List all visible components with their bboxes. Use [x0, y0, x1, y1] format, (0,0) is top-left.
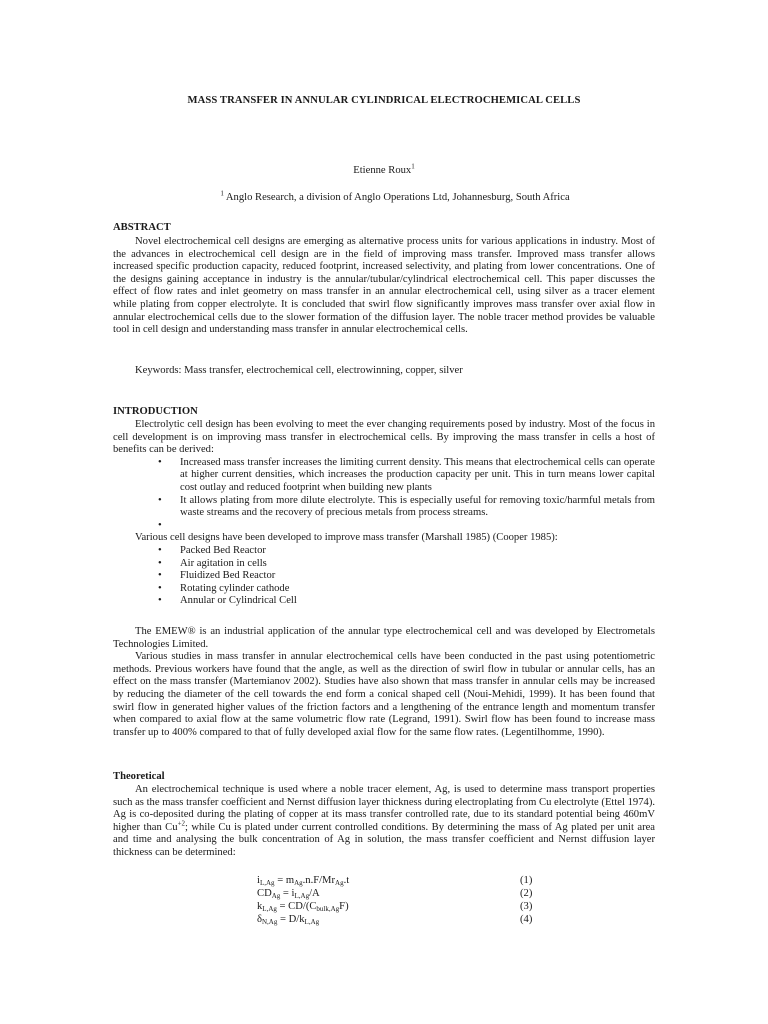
equation-expression: $\delta_{N,Ag} = D/k_{L,Ag}$ — [257, 914, 320, 926]
list-item — [113, 595, 655, 608]
list-item — [113, 495, 655, 520]
cu-charge-superscript: +2 — [177, 819, 186, 828]
bullet-icon: • — [158, 595, 162, 607]
bullet-icon: • — [158, 456, 162, 468]
list-item — [113, 457, 655, 495]
keywords-text: Keywords: Mass transfer, electrochemical cell, electrowinning, copper, silver — [135, 365, 463, 376]
list-item — [113, 558, 655, 571]
introduction-section — [113, 419, 655, 608]
abstract-text: Novel electrochemical cell designs are emerging as alternative process units for various applications in industry. Most of the advances in electrochemical cell design are in the field of improving mass transfer. Improved mass transfer allows increased specific production capacity, reduced footprint, increased selectivity, and plating from lower concentrations. One of the designs gaining acceptance in industry is the annular/tubular/cylindrical electrochemical cell. This paper discusses the effect of flow rates and inlet geometry on mass transfer in an annular electrochemical cell, using silver as a tracer element while plating from copper electrolyte. It is concluded that swirl flow significantly improves mass transfer over axial flow in annular electrochemical cells due to the slower formation of the diffusion layer. The noble tracer method provides be valuable tool in cell design and understanding mass transfer in annular electrochemical cells. — [113, 236, 655, 336]
author-line — [0, 162, 768, 178]
paper-title: MASS TRANSFER IN ANNULAR CYLINDRICAL ELECTROCHEMICAL CELLS — [187, 95, 581, 106]
introduction-paragraph: Various cell designs have been developed to improve mass transfer (Marshall 1985) (Cooper 1985): — [135, 532, 558, 544]
bullet-icon: • — [158, 544, 162, 556]
equation-expression: $k_{L,Ag} = CD/(C_{bulk,Ag}F)$ — [257, 901, 349, 913]
theoretical-paragraph — [113, 784, 655, 860]
author-superscript: 1 — [411, 162, 415, 171]
equation-4 — [257, 914, 537, 927]
theoretical-heading: Theoretical — [113, 771, 165, 782]
abstract-section — [113, 236, 655, 337]
equation-expression: $CD_{Ag} = i_{L,Ag}/A$ — [257, 888, 320, 900]
author-name: Etienne Roux — [353, 165, 412, 176]
equation-expression: $i_{L,Ag} = m_{Ag}.n.F/Mr_{Ag}.t$ — [257, 875, 350, 887]
equation-number: (1) — [520, 875, 533, 886]
list-item — [113, 545, 655, 558]
list-item-text: Annular or Cylindrical Cell — [180, 595, 297, 607]
theoretical-text: An electrochemical technique is used where a noble tracer element, Ag, is used to determine mass transport properties such as the mass transfer coefficient and Nernst diffusion layer thickness during electroplating from Cu electrolyte (Ettel 1974). Ag is co-deposited during the plating of copper at its mass transfer controlled rate, due to its standard potential being 460mV higher than Cu — [113, 784, 655, 833]
keywords-section — [113, 365, 655, 378]
affiliation-line — [0, 189, 768, 205]
abstract-heading: ABSTRACT — [113, 222, 171, 233]
emew-section — [113, 626, 655, 739]
equation-2 — [257, 888, 537, 901]
theoretical-section — [113, 784, 655, 860]
equation-1 — [257, 875, 537, 888]
introduction-paragraph: The EMEW® is an industrial application of the annular type electrochemical cell and was developed by Electrometals Technologies Limited. — [113, 626, 655, 650]
bullet-icon: • — [158, 519, 162, 531]
list-item — [113, 520, 655, 533]
list-item-text: Rotating cylinder cathode — [180, 582, 290, 594]
theoretical-text: ; while Cu is plated under current controlled conditions. By determining the mass of Ag plated per unit area and time and analysing the bulk concentration of Ag in solution, the mass transfer coefficient and Nernst diffusion layer thickness can be determined: — [113, 821, 656, 858]
introduction-paragraph: Various studies in mass transfer in annular electrochemical cells have been conducted in the past using potentiometric methods. Previous workers have found that the angle, as well as the direction of swirl flow in tubular or annular cells, has an effect on the mass transfer (Martemianov 2002). Studies have also shown that mass transfer in annular cells may be increased by reducing the diameter of the cell towards the end form a conical shaped cell (Noui-Mehidi, 1999). It has been found that swirl flow in generated higher values of the friction factors and a lengthening of the entrance length and momentum transfer when compared to axial flow at the same volumetric flow rate (Legrand, 1991). Swirl flow has been found to increase mass transfer up to 400% compared to that of fully developed axial flow for the same flow rates. (Legentilhomme, 1990). — [113, 651, 655, 738]
equation-number: (3) — [520, 901, 533, 912]
list-item-text: Air agitation in cells — [180, 557, 267, 569]
benefits-list — [113, 457, 655, 533]
bullet-icon: • — [158, 570, 162, 582]
list-item-text: Increased mass transfer increases the limiting current density. This means that electrochemical cells can operate at higher current densities, which increases the production capacity per unit. This in turn means lower capital cost outlay and reduced footprint when building new plants — [180, 456, 655, 493]
bullet-icon: • — [158, 557, 162, 569]
list-item — [113, 570, 655, 583]
affiliation-text: Anglo Research, a division of Anglo Operations Ltd, Johannesburg, South Africa — [225, 192, 570, 203]
bullet-icon: • — [158, 494, 162, 506]
list-item-text: Packed Bed Reactor — [180, 544, 266, 556]
affiliation-superscript: 1 — [220, 189, 224, 198]
equation-number: (4) — [520, 914, 533, 925]
introduction-heading: INTRODUCTION — [113, 406, 198, 417]
bullet-icon: • — [158, 582, 162, 594]
introduction-paragraph: Electrolytic cell design has been evolving to meet the ever changing requirements posed by industry. Most of the focus in cell development is on improving mass transfer in electrochemical cells. By improving the mass transfer in cells a host of benefits can be derived: — [113, 419, 655, 456]
list-item — [113, 583, 655, 596]
equation-3 — [257, 901, 537, 914]
equation-number: (2) — [520, 888, 533, 899]
cell-designs-list — [113, 545, 655, 608]
list-item-text: It allows plating from more dilute electrolyte. This is especially useful for removing toxic/harmful metals from waste streams and the recovery of precious metals from process streams. — [180, 494, 655, 519]
list-item-text: Fluidized Bed Reactor — [180, 570, 276, 582]
